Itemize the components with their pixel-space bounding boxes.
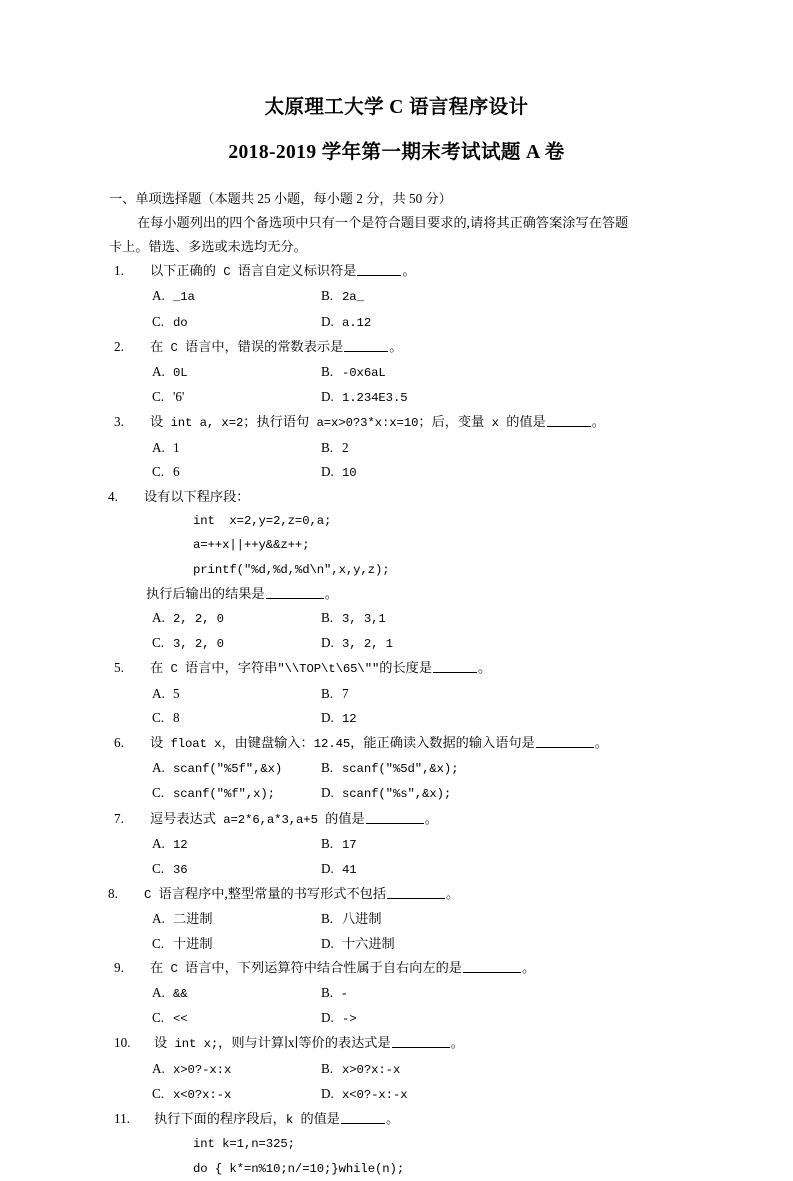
option-d[interactable] xyxy=(321,385,675,410)
option-text: 十六进制 xyxy=(342,935,395,951)
option-grid xyxy=(152,832,675,882)
option-a[interactable] xyxy=(152,436,321,460)
code-run: scanf("%5f",&x) xyxy=(173,762,283,777)
option-grid xyxy=(152,1057,675,1107)
option-b[interactable] xyxy=(321,756,675,781)
option-d[interactable] xyxy=(321,781,675,806)
option-label: D. xyxy=(321,1085,334,1101)
option-b[interactable] xyxy=(321,436,675,460)
option-text: 6 xyxy=(173,463,180,479)
answer-blank[interactable] xyxy=(266,586,324,599)
code-run: 2a_ xyxy=(342,290,364,305)
option-b[interactable] xyxy=(321,1057,675,1082)
option-label: A. xyxy=(152,835,165,851)
option-text: 5 xyxy=(173,685,180,701)
code-run: k xyxy=(285,1113,301,1128)
option-b[interactable] xyxy=(321,832,675,857)
question-number: 3. xyxy=(114,414,124,430)
option-a[interactable] xyxy=(152,981,321,1006)
option-text xyxy=(342,1010,357,1025)
option-d[interactable] xyxy=(321,706,675,731)
code-run: "\\TOP\t\65\"" xyxy=(277,662,380,677)
question-text-tail: 。 xyxy=(424,810,438,826)
option-text xyxy=(342,635,393,650)
question-subline-tail: 。 xyxy=(324,585,338,601)
question-subline xyxy=(146,582,675,606)
option-c[interactable] xyxy=(152,1006,321,1031)
option-d[interactable] xyxy=(321,460,675,485)
option-text xyxy=(342,861,357,876)
option-text xyxy=(342,610,386,625)
question-stem xyxy=(114,410,675,435)
option-grid xyxy=(152,907,675,955)
option-text xyxy=(342,1086,408,1101)
answer-blank[interactable] xyxy=(357,263,401,276)
answer-blank[interactable] xyxy=(344,339,388,352)
option-c[interactable] xyxy=(152,310,321,335)
code-run: x>0?-x:x xyxy=(173,1062,232,1077)
option-text xyxy=(342,710,357,725)
option-grid xyxy=(152,756,675,806)
option-text xyxy=(173,635,224,650)
option-text: 八进制 xyxy=(342,911,382,927)
option-label: D. xyxy=(321,709,334,725)
option-text xyxy=(342,314,371,329)
code-run: -0x6aL xyxy=(342,366,386,380)
option-text xyxy=(342,836,357,851)
option-label: A. xyxy=(152,911,165,927)
option-label: A. xyxy=(152,288,165,304)
option-text xyxy=(342,785,451,800)
question-list xyxy=(108,259,675,1181)
answer-blank[interactable] xyxy=(433,660,477,673)
option-a[interactable] xyxy=(152,756,321,781)
question-stem xyxy=(114,656,675,681)
code-block xyxy=(193,1132,675,1180)
option-text xyxy=(173,836,188,851)
question-text-tail: 。 xyxy=(389,338,403,354)
code-run: 3, 2, 0 xyxy=(173,637,224,652)
code-run: 12 xyxy=(342,711,357,726)
question-text: 设有以下程序段： xyxy=(144,489,250,505)
code-run: C xyxy=(163,961,186,976)
question-text-tail: 。 xyxy=(591,414,605,430)
option-d[interactable] xyxy=(321,631,675,656)
question-stem xyxy=(114,259,675,284)
instruction-line-2: 卡上。错选、多选或未选均无分。 xyxy=(109,238,307,254)
code-run: -> xyxy=(342,1012,357,1027)
code-run: 1.234E3.5 xyxy=(342,391,408,406)
option-text: 1 xyxy=(173,439,180,455)
question-text: 设 int x;，则与计算∣x∣等价的表达式是 xyxy=(154,1035,391,1052)
option-label: A. xyxy=(152,439,165,455)
question-stem xyxy=(114,335,675,360)
question-text: C 语言程序中,整型常量的书写形式不包括 xyxy=(144,886,387,903)
question-number: 7. xyxy=(114,810,124,826)
question-item xyxy=(114,731,675,807)
question-number: 2. xyxy=(114,338,124,354)
code-line: printf("%d,%d,%d\n",x,y,z); xyxy=(193,562,390,577)
option-text xyxy=(173,861,188,876)
option-label: B. xyxy=(321,364,334,379)
option-c[interactable] xyxy=(152,1082,321,1107)
question-item xyxy=(108,485,675,656)
option-label: C. xyxy=(152,389,165,405)
code-run: a=2*6,a*3,a+5 xyxy=(215,812,326,827)
code-run: 0L xyxy=(173,366,188,380)
option-text xyxy=(173,985,188,1000)
option-label: C. xyxy=(152,635,165,651)
option-label: D. xyxy=(321,389,334,405)
option-label: C. xyxy=(152,313,165,329)
code-run: 3, 3,1 xyxy=(342,612,386,627)
option-label: A. xyxy=(152,685,165,701)
option-text xyxy=(342,760,458,775)
option-label: C. xyxy=(152,1010,165,1026)
code-run: 2, 2, 0 xyxy=(173,612,224,627)
option-b[interactable] xyxy=(321,606,675,631)
option-text: 8 xyxy=(173,709,180,725)
option-c[interactable] xyxy=(152,706,321,731)
option-grid xyxy=(152,682,675,731)
option-text xyxy=(173,288,195,303)
option-text: 二进制 xyxy=(173,911,213,927)
question-text: 在 C 语言中，错误的常数表示是 xyxy=(150,338,344,355)
option-c[interactable] xyxy=(152,631,321,656)
code-run: x<0?x:-x xyxy=(173,1087,232,1102)
code-run: C xyxy=(215,265,238,280)
code-run: 3, 2, 1 xyxy=(342,637,393,652)
option-d[interactable] xyxy=(321,932,675,956)
question-item xyxy=(114,956,675,1032)
option-b[interactable] xyxy=(321,360,675,385)
question-item xyxy=(114,335,675,411)
code-run: << xyxy=(173,1012,188,1027)
option-grid xyxy=(152,284,675,334)
question-stem xyxy=(114,731,675,756)
option-label: A. xyxy=(152,364,165,379)
code-run: 10 xyxy=(342,465,357,480)
section-heading: 一、单项选择题（本题共 25 小题，每小题 2 分，共 50 分） xyxy=(109,190,452,206)
code-run: a=x>0?3*x:x=10 xyxy=(309,416,419,431)
code-run: do xyxy=(173,315,188,330)
instruction-line-1: 在每小题列出的四个备选项中只有一个是符合题目要求的,请将其正确答案涂写在答题 xyxy=(137,214,629,230)
option-a[interactable] xyxy=(152,832,321,857)
code-run: 41 xyxy=(342,863,357,878)
option-c[interactable] xyxy=(152,857,321,882)
option-text xyxy=(342,288,364,303)
code-line: int k=1,n=325; xyxy=(193,1137,295,1152)
answer-blank[interactable] xyxy=(392,1035,450,1048)
option-label: B. xyxy=(321,835,334,851)
option-label: C. xyxy=(152,463,165,479)
option-a[interactable] xyxy=(152,1057,321,1082)
option-label: B. xyxy=(321,911,334,927)
option-text xyxy=(173,760,282,775)
question-number: 11. xyxy=(114,1111,130,1127)
code-run: int x; xyxy=(167,1037,219,1052)
option-d[interactable] xyxy=(321,857,675,882)
option-label: A. xyxy=(152,610,165,626)
option-text xyxy=(173,364,188,379)
option-b[interactable] xyxy=(321,682,675,706)
option-text xyxy=(342,1061,400,1076)
option-d[interactable] xyxy=(321,310,675,335)
option-text xyxy=(173,1010,188,1025)
code-run: C xyxy=(163,340,186,355)
option-label: B. xyxy=(321,985,334,1001)
option-grid xyxy=(152,606,675,656)
option-a[interactable] xyxy=(152,907,321,931)
code-line: do { k*=n%10;n/=10;}while(n); xyxy=(193,1161,405,1176)
answer-blank[interactable] xyxy=(387,886,445,899)
option-grid xyxy=(152,436,675,485)
option-text xyxy=(173,1061,231,1076)
option-grid xyxy=(152,360,675,410)
option-label: B. xyxy=(321,1060,334,1076)
question-number: 4. xyxy=(108,489,118,505)
option-text: 2 xyxy=(342,439,349,455)
option-c[interactable] xyxy=(152,781,321,806)
question-text: 以下正确的 C 语言自定义标识符是 xyxy=(150,263,357,280)
question-number: 5. xyxy=(114,660,124,676)
question-item xyxy=(108,882,675,956)
question-number: 10. xyxy=(114,1035,131,1051)
question-stem xyxy=(108,882,675,907)
answer-blank[interactable] xyxy=(547,414,591,427)
option-c[interactable] xyxy=(152,460,321,485)
option-label: D. xyxy=(321,635,334,651)
option-b[interactable] xyxy=(321,907,675,931)
question-number: 8. xyxy=(108,886,118,902)
code-run: x xyxy=(484,416,507,431)
code-run: C xyxy=(163,662,186,677)
question-stem xyxy=(114,956,675,981)
code-run: 12.45 xyxy=(313,737,351,752)
answer-blank[interactable] xyxy=(536,735,594,748)
option-b[interactable] xyxy=(321,284,675,309)
code-run: scanf("%5d",&x); xyxy=(342,762,459,777)
option-c[interactable] xyxy=(152,932,321,956)
code-line: int x=2,y=2,z=0,a; xyxy=(193,514,332,529)
code-run: && xyxy=(173,987,188,1002)
option-label: D. xyxy=(321,861,334,877)
option-text xyxy=(342,464,357,479)
question-text: 执行下面的程序段后，k 的值是 xyxy=(154,1111,340,1128)
question-stem xyxy=(114,1031,675,1056)
option-text xyxy=(173,610,224,625)
option-label: B. xyxy=(321,760,334,776)
option-label: B. xyxy=(321,439,334,455)
question-text: 设 int a, x=2；执行语句 a=x>0?3*x:x=10；后，变量 x 的值是 xyxy=(150,414,546,431)
code-block xyxy=(193,509,675,582)
question-number: 6. xyxy=(114,735,124,751)
answer-blank[interactable] xyxy=(341,1111,385,1124)
option-a[interactable] xyxy=(152,360,321,385)
option-text: 十进制 xyxy=(173,935,213,951)
question-stem xyxy=(114,1107,675,1132)
answer-blank[interactable] xyxy=(463,960,521,973)
code-run: float x xyxy=(163,737,222,752)
title-block xyxy=(118,0,675,165)
option-label: C. xyxy=(152,785,165,801)
code-run: x<0?-x:-x xyxy=(342,1087,408,1102)
question-item xyxy=(114,807,675,883)
option-label: B. xyxy=(321,288,334,304)
question-item xyxy=(114,1031,675,1107)
question-text-tail: 。 xyxy=(478,660,492,676)
option-text: 7 xyxy=(342,685,349,701)
question-stem xyxy=(114,807,675,832)
question-item xyxy=(114,656,675,731)
option-d[interactable] xyxy=(321,1082,675,1107)
code-run: scanf("%s",&x); xyxy=(342,787,452,802)
option-label: C. xyxy=(152,861,165,877)
code-line: a=++x||++y&&z++; xyxy=(193,538,310,553)
answer-blank[interactable] xyxy=(366,811,424,824)
code-run: C xyxy=(144,888,159,903)
question-text-tail: 。 xyxy=(521,959,536,975)
option-label: D. xyxy=(321,1010,334,1026)
option-label: D. xyxy=(321,935,334,951)
option-b[interactable] xyxy=(321,981,675,1006)
question-text-tail: 。 xyxy=(386,1111,400,1127)
option-label: D. xyxy=(321,463,334,479)
question-item xyxy=(114,410,675,485)
question-text-tail: 。 xyxy=(402,263,416,279)
option-text xyxy=(173,314,188,329)
question-text-tail: 。 xyxy=(446,886,460,902)
question-item xyxy=(114,1107,675,1181)
option-text xyxy=(173,1086,231,1101)
question-text: 在 C 语言中，下列运算符中结合性属于自右向左的是 xyxy=(150,959,462,976)
code-run: 36 xyxy=(173,863,188,878)
code-run: 12 xyxy=(173,837,188,852)
option-label: B. xyxy=(321,610,334,626)
question-number: 1. xyxy=(114,263,124,279)
question-item xyxy=(114,259,675,335)
page-title-line1: 太原理工大学 C 语言程序设计 xyxy=(264,97,529,118)
option-label: A. xyxy=(152,760,165,776)
question-number: 9. xyxy=(114,959,124,975)
question-text: 逗号表达式 a=2*6,a*3,a+5 的值是 xyxy=(150,810,365,827)
option-label: D. xyxy=(321,313,334,329)
option-text xyxy=(173,785,275,800)
option-label: C. xyxy=(152,935,165,951)
question-text-tail: 。 xyxy=(450,1035,464,1051)
question-text-tail: 。 xyxy=(594,735,608,751)
page-title-line2: 2018-2019 学年第一期末考试试题 A 卷 xyxy=(228,142,565,164)
option-d[interactable] xyxy=(321,1006,675,1031)
option-label: C. xyxy=(152,709,165,725)
code-run: int a, x=2 xyxy=(163,416,244,431)
option-a[interactable] xyxy=(152,682,321,706)
option-a[interactable] xyxy=(152,606,321,631)
code-run: a.12 xyxy=(342,315,372,330)
option-c[interactable] xyxy=(152,385,321,410)
question-text: 设 float x，由键盘输入：12.45，能正确读入数据的输入语句是 xyxy=(150,735,535,752)
option-a[interactable] xyxy=(152,284,321,309)
code-run: scanf("%f",x); xyxy=(173,787,275,802)
option-label: B. xyxy=(321,685,334,701)
option-label: D. xyxy=(321,785,334,801)
option-label: C. xyxy=(152,1085,165,1101)
question-text: 在 C 语言中，字符串"\\TOP\t\65\""的长度是 xyxy=(150,660,433,677)
question-stem xyxy=(108,485,675,509)
option-label: A. xyxy=(152,985,165,1001)
option-text xyxy=(342,364,386,379)
option-grid xyxy=(152,981,675,1031)
option-text xyxy=(342,389,408,404)
code-run: x>0?x:-x xyxy=(342,1062,401,1077)
code-run: _1a xyxy=(173,290,195,305)
code-run: 17 xyxy=(342,837,357,852)
option-label: A. xyxy=(152,1060,165,1076)
option-text: '6' xyxy=(173,389,185,405)
question-subline-text: 执行后输出的结果是 xyxy=(146,585,265,601)
option-text: - xyxy=(342,985,347,1001)
